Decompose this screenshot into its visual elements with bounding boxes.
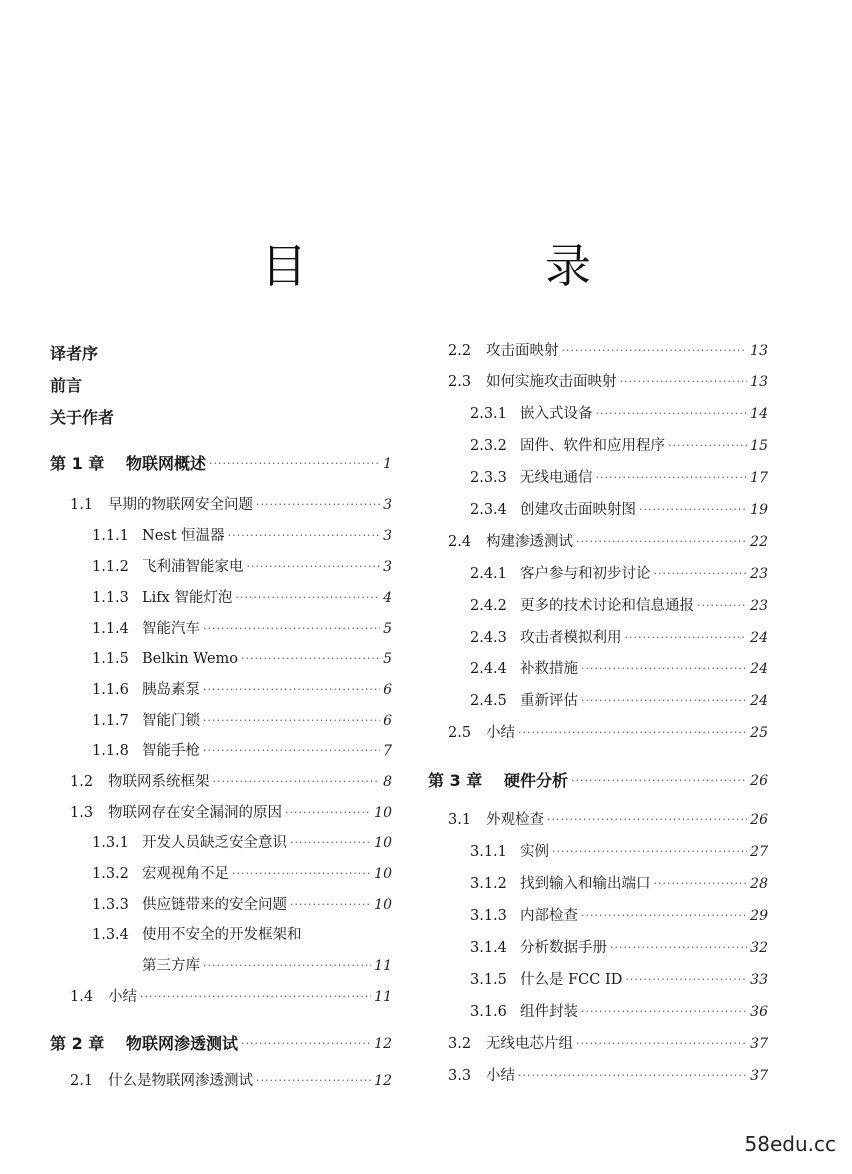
toc-entry-label: 实例 — [520, 844, 549, 860]
toc-entry-number: 3.3 — [448, 1068, 472, 1084]
toc-entry-label: 无线电芯片组 — [486, 1036, 573, 1052]
toc-entry-label: 物联网渗透测试 — [126, 1034, 239, 1053]
toc-entry-label: 什么是物联网渗透测试 — [108, 1073, 253, 1089]
toc-entry-label: 找到输入和输出端口 — [520, 876, 651, 892]
toc-entry-page: 23 — [750, 598, 768, 614]
toc-entry-page: 22 — [750, 534, 768, 550]
toc-entry[interactable] — [428, 840, 768, 864]
toc-entry-label: 智能手枪 — [142, 743, 200, 759]
toc-dot-leader — [581, 1000, 747, 1024]
toc-entry-page: 4 — [383, 590, 392, 606]
toc-entry-number: 3.1.3 — [470, 908, 507, 924]
toc-entry-page: 13 — [750, 374, 768, 390]
toc-entry[interactable] — [50, 923, 392, 947]
toc-entry-number: 1.1.6 — [92, 682, 129, 698]
toc-dot-leader — [654, 872, 748, 896]
toc-dot-leader — [562, 339, 748, 363]
toc-entry-number: 1.3 — [70, 805, 94, 821]
toc-entry-page: 1 — [383, 456, 392, 472]
toc-entry[interactable] — [428, 689, 768, 713]
toc-entry-page: 15 — [750, 438, 768, 454]
toc-entry-page: 32 — [750, 940, 768, 956]
toc-dot-leader — [203, 678, 380, 702]
toc-entry[interactable] — [50, 555, 392, 579]
toc-entry-label: 智能门锁 — [142, 713, 200, 729]
toc-dot-leader — [235, 586, 380, 610]
toc-entry-number: 2.4.4 — [470, 661, 507, 677]
toc-entry-label: 小结 — [486, 1068, 515, 1084]
toc-entry-page: 29 — [750, 908, 768, 924]
toc-entry-number: 3.1.5 — [470, 972, 507, 988]
toc-entry-label: 内部检查 — [520, 908, 578, 924]
toc-entry-number: 3.1 — [448, 812, 472, 828]
toc-entry-label: Nest 恒温器 — [142, 528, 225, 544]
toc-entry[interactable] — [50, 678, 392, 702]
toc-entry-label: 译者序 — [50, 344, 99, 363]
toc-entry-number: 1.3.2 — [92, 866, 129, 882]
toc-entry-label: 攻击者模拟利用 — [520, 630, 622, 646]
toc-entry[interactable] — [50, 617, 392, 641]
toc-entry-number: 2.4.2 — [470, 598, 507, 614]
toc-dot-leader — [290, 831, 371, 855]
toc-entry[interactable] — [428, 594, 768, 618]
toc-entry[interactable] — [50, 647, 392, 671]
toc-entry-label: 攻击面映射 — [486, 343, 559, 359]
toc-dot-leader — [241, 647, 380, 671]
toc-dot-leader — [547, 808, 747, 832]
toc-entry-number: 1.1.8 — [92, 743, 129, 759]
toc-entry-label: 小结 — [108, 989, 137, 1005]
toc-entry-label: 硬件分析 — [504, 771, 569, 790]
toc-dot-leader — [140, 985, 371, 1009]
toc-dot-leader — [581, 657, 747, 681]
toc-entry-label: 创建攻击面映射图 — [520, 502, 636, 518]
toc-entry[interactable] — [50, 893, 392, 917]
toc-entry-number: 2.1 — [70, 1073, 94, 1089]
toc-dot-leader — [247, 555, 381, 579]
toc-entry-label: 物联网概述 — [126, 454, 207, 473]
toc-entry[interactable] — [50, 801, 392, 825]
toc-entry-page: 6 — [383, 713, 392, 729]
toc-entry-number: 2.3.1 — [470, 406, 507, 422]
toc-entry[interactable] — [428, 769, 768, 793]
toc-entry-number: 1.1.4 — [92, 621, 129, 637]
toc-entry[interactable] — [428, 808, 768, 832]
toc-entry[interactable] — [428, 1032, 768, 1056]
toc-entry[interactable] — [50, 406, 392, 430]
toc-entry[interactable] — [50, 342, 392, 366]
toc-entry-number: 2.2 — [448, 343, 472, 359]
toc-entry[interactable] — [50, 862, 392, 886]
toc-entry-label: 物联网系统框架 — [108, 774, 210, 790]
toc-entry-label: 构建渗透测试 — [486, 534, 573, 550]
toc-entry-number: 2.3.3 — [470, 470, 507, 486]
toc-entry-label: 分析数据手册 — [520, 940, 607, 956]
toc-entry-number: 1.1.7 — [92, 713, 129, 729]
toc-entry[interactable] — [50, 586, 392, 610]
toc-entry[interactable] — [428, 1064, 768, 1088]
toc-entry-label: Lifx 智能灯泡 — [142, 590, 233, 606]
toc-entry[interactable] — [50, 1032, 392, 1056]
toc-entry-label: 小结 — [486, 725, 515, 741]
toc-entry-label: 早期的物联网安全问题 — [108, 497, 253, 513]
toc-entry-number: 3.1.2 — [470, 876, 507, 892]
toc-dot-leader — [625, 626, 748, 650]
toc-entry[interactable] — [428, 626, 768, 650]
toc-entry-page: 24 — [750, 693, 768, 709]
toc-entry-number: 第 2 章 — [50, 1034, 105, 1053]
toc-entry-label: 组件封装 — [520, 1004, 578, 1020]
toc-entry-number: 1.1.5 — [92, 651, 129, 667]
toc-entry-label: 更多的技术讨论和信息通报 — [520, 598, 694, 614]
toc-entry-label: 客户参与和初步讨论 — [520, 566, 651, 582]
toc-dot-leader — [203, 617, 380, 641]
toc-dot-leader — [203, 739, 380, 763]
toc-entry-label: 关于作者 — [50, 408, 115, 427]
toc-dot-leader — [571, 769, 747, 793]
toc-entry-page: 11 — [374, 958, 392, 974]
toc-entry-page: 37 — [750, 1036, 768, 1052]
toc-entry-page: 26 — [750, 773, 768, 789]
toc-entry-page: 24 — [750, 630, 768, 646]
toc-dot-leader — [552, 840, 747, 864]
toc-entry-label: 固件、软件和应用程序 — [520, 438, 665, 454]
toc-entry-label: 嵌入式设备 — [520, 406, 593, 422]
toc-entry[interactable] — [428, 1000, 768, 1024]
toc-entry-label: 第三方库 — [142, 958, 200, 974]
toc-dot-leader — [625, 968, 747, 992]
toc-entry-page: 10 — [374, 897, 392, 913]
toc-entry[interactable] — [428, 434, 768, 458]
toc-entry-page: 37 — [750, 1068, 768, 1084]
toc-entry-page: 27 — [750, 844, 768, 860]
toc-entry[interactable] — [428, 562, 768, 586]
toc-entry-label: 宏观视角不足 — [142, 866, 229, 882]
toc-entry-label: 前言 — [50, 376, 83, 395]
toc-entry-number: 1.1.2 — [92, 559, 129, 575]
toc-dot-leader — [518, 721, 747, 745]
toc-dot-leader — [610, 936, 747, 960]
toc-dot-leader — [576, 1032, 747, 1056]
toc-entry-number: 第 1 章 — [50, 454, 105, 473]
toc-entry-number: 2.4.3 — [470, 630, 507, 646]
toc-dot-leader — [256, 493, 380, 517]
toc-entry[interactable] — [50, 493, 392, 517]
toc-entry[interactable] — [428, 872, 768, 896]
toc-entry-number: 2.3.4 — [470, 502, 507, 518]
toc-entry-label: 智能汽车 — [142, 621, 200, 637]
toc-dot-leader — [639, 498, 747, 522]
toc-entry-number: 第 3 章 — [428, 771, 483, 790]
toc-dot-leader — [697, 594, 747, 618]
toc-entry-page: 26 — [750, 812, 768, 828]
toc-entry-page: 24 — [750, 661, 768, 677]
toc-entry-page: 10 — [374, 835, 392, 851]
toc-entry[interactable] — [428, 370, 768, 394]
toc-entry[interactable] — [428, 936, 768, 960]
toc-entry-page: 28 — [750, 876, 768, 892]
toc-entry-page: 13 — [750, 343, 768, 359]
toc-dot-leader — [209, 452, 380, 476]
toc-entry-number: 1.1 — [70, 497, 94, 513]
toc-entry-page: 23 — [750, 566, 768, 582]
toc-entry-page: 6 — [383, 682, 392, 698]
toc-entry[interactable] — [50, 985, 392, 1009]
toc-entry-label: 如何实施攻击面映射 — [486, 374, 617, 390]
toc-entry-label: 补救措施 — [520, 661, 578, 677]
toc-dot-leader — [213, 770, 381, 794]
toc-entry-page: 3 — [383, 528, 392, 544]
toc-dot-leader — [654, 562, 748, 586]
toc-entry[interactable] — [50, 831, 392, 855]
toc-entry[interactable] — [428, 498, 768, 522]
toc-entry[interactable] — [428, 968, 768, 992]
toc-entry[interactable] — [428, 904, 768, 928]
toc-entry-label: 外观检查 — [486, 812, 544, 828]
toc-entry-label: Belkin Wemo — [142, 651, 239, 667]
toc-entry-number: 2.3 — [448, 374, 472, 390]
toc-entry-page: 17 — [750, 470, 768, 486]
toc-entry-page: 25 — [750, 725, 768, 741]
toc-entry-number: 1.3.3 — [92, 897, 129, 913]
toc-dot-leader — [620, 370, 748, 394]
toc-entry-number: 3.1.6 — [470, 1004, 507, 1020]
toc-entry-number: 3.1.4 — [470, 940, 507, 956]
toc-entry-number: 1.2 — [70, 774, 94, 790]
toc-entry-number: 2.3.2 — [470, 438, 507, 454]
page-title: 目 录 — [261, 239, 687, 293]
toc-entry-label: 什么是 FCC ID — [520, 972, 623, 988]
toc-entry-page: 3 — [383, 559, 392, 575]
toc-entry-page: 5 — [383, 651, 392, 667]
toc-dot-leader — [232, 862, 371, 886]
toc-entry[interactable] — [428, 721, 768, 745]
toc-entry[interactable] — [428, 657, 768, 681]
toc-entry[interactable] — [50, 954, 392, 978]
toc-entry-number: 1.3.4 — [92, 927, 129, 943]
toc-entry-label: 飞利浦智能家电 — [142, 559, 244, 575]
toc-entry-number: 3.1.1 — [470, 844, 507, 860]
toc-entry-page: 11 — [374, 989, 392, 1005]
toc-dot-leader — [581, 689, 747, 713]
toc-entry-page: 12 — [374, 1036, 392, 1052]
toc-entry[interactable] — [428, 339, 768, 363]
watermark: 58edu.cc — [744, 1132, 836, 1156]
toc-entry[interactable] — [428, 466, 768, 490]
toc-entry-number: 2.4.5 — [470, 693, 507, 709]
toc-dot-leader — [203, 954, 371, 978]
toc-dot-leader — [518, 1064, 747, 1088]
toc-entry-label: 开发人员缺乏安全意识 — [142, 835, 287, 851]
toc-entry-label: 供应链带来的安全问题 — [142, 897, 287, 913]
toc-entry-label: 胰岛素泵 — [142, 682, 200, 698]
toc-entry[interactable] — [50, 770, 392, 794]
toc-entry[interactable] — [50, 524, 392, 548]
toc-entry-number: 2.5 — [448, 725, 472, 741]
toc-dot-leader — [203, 709, 380, 733]
toc-entry[interactable] — [50, 452, 392, 476]
toc-entry-page: 12 — [374, 1073, 392, 1089]
toc-dot-leader — [596, 402, 748, 426]
toc-dot-leader — [285, 801, 371, 825]
toc-entry-page: 5 — [383, 621, 392, 637]
toc-entry-label: 无线电通信 — [520, 470, 593, 486]
toc-dot-leader — [256, 1069, 371, 1093]
toc-dot-leader — [581, 904, 747, 928]
toc-dot-leader — [576, 530, 747, 554]
toc-dot-leader — [290, 893, 371, 917]
toc-entry-page: 10 — [374, 805, 392, 821]
toc-dot-leader — [596, 466, 748, 490]
toc-entry-page: 8 — [383, 774, 392, 790]
toc-entry[interactable] — [428, 530, 768, 554]
toc-entry-page: 14 — [750, 406, 768, 422]
toc-entry-page: 3 — [383, 497, 392, 513]
toc-entry-label: 物联网存在安全漏洞的原因 — [108, 805, 282, 821]
toc-entry-number: 1.1.3 — [92, 590, 129, 606]
toc-entry-page: 19 — [750, 502, 768, 518]
toc-entry-label: 使用不安全的开发框架和 — [142, 927, 302, 943]
toc-entry[interactable] — [50, 709, 392, 733]
toc-entry-number: 2.4.1 — [470, 566, 507, 582]
toc-entry-page: 7 — [383, 743, 392, 759]
toc-dot-leader — [668, 434, 747, 458]
toc-entry-page: 10 — [374, 866, 392, 882]
toc-dot-leader — [241, 1032, 371, 1056]
toc-entry-number: 1.1.1 — [92, 528, 129, 544]
toc-entry-number: 1.4 — [70, 989, 94, 1005]
toc-entry[interactable] — [50, 1069, 392, 1093]
toc-entry[interactable] — [50, 739, 392, 763]
toc-entry[interactable] — [428, 402, 768, 426]
toc-entry-page: 36 — [750, 1004, 768, 1020]
toc-entry-number: 3.2 — [448, 1036, 472, 1052]
toc-entry-page: 33 — [750, 972, 768, 988]
toc-entry-number: 1.3.1 — [92, 835, 129, 851]
toc-dot-leader — [228, 524, 380, 548]
toc-entry-label: 重新评估 — [520, 693, 578, 709]
toc-entry-number: 2.4 — [448, 534, 472, 550]
toc-entry[interactable] — [50, 374, 392, 398]
